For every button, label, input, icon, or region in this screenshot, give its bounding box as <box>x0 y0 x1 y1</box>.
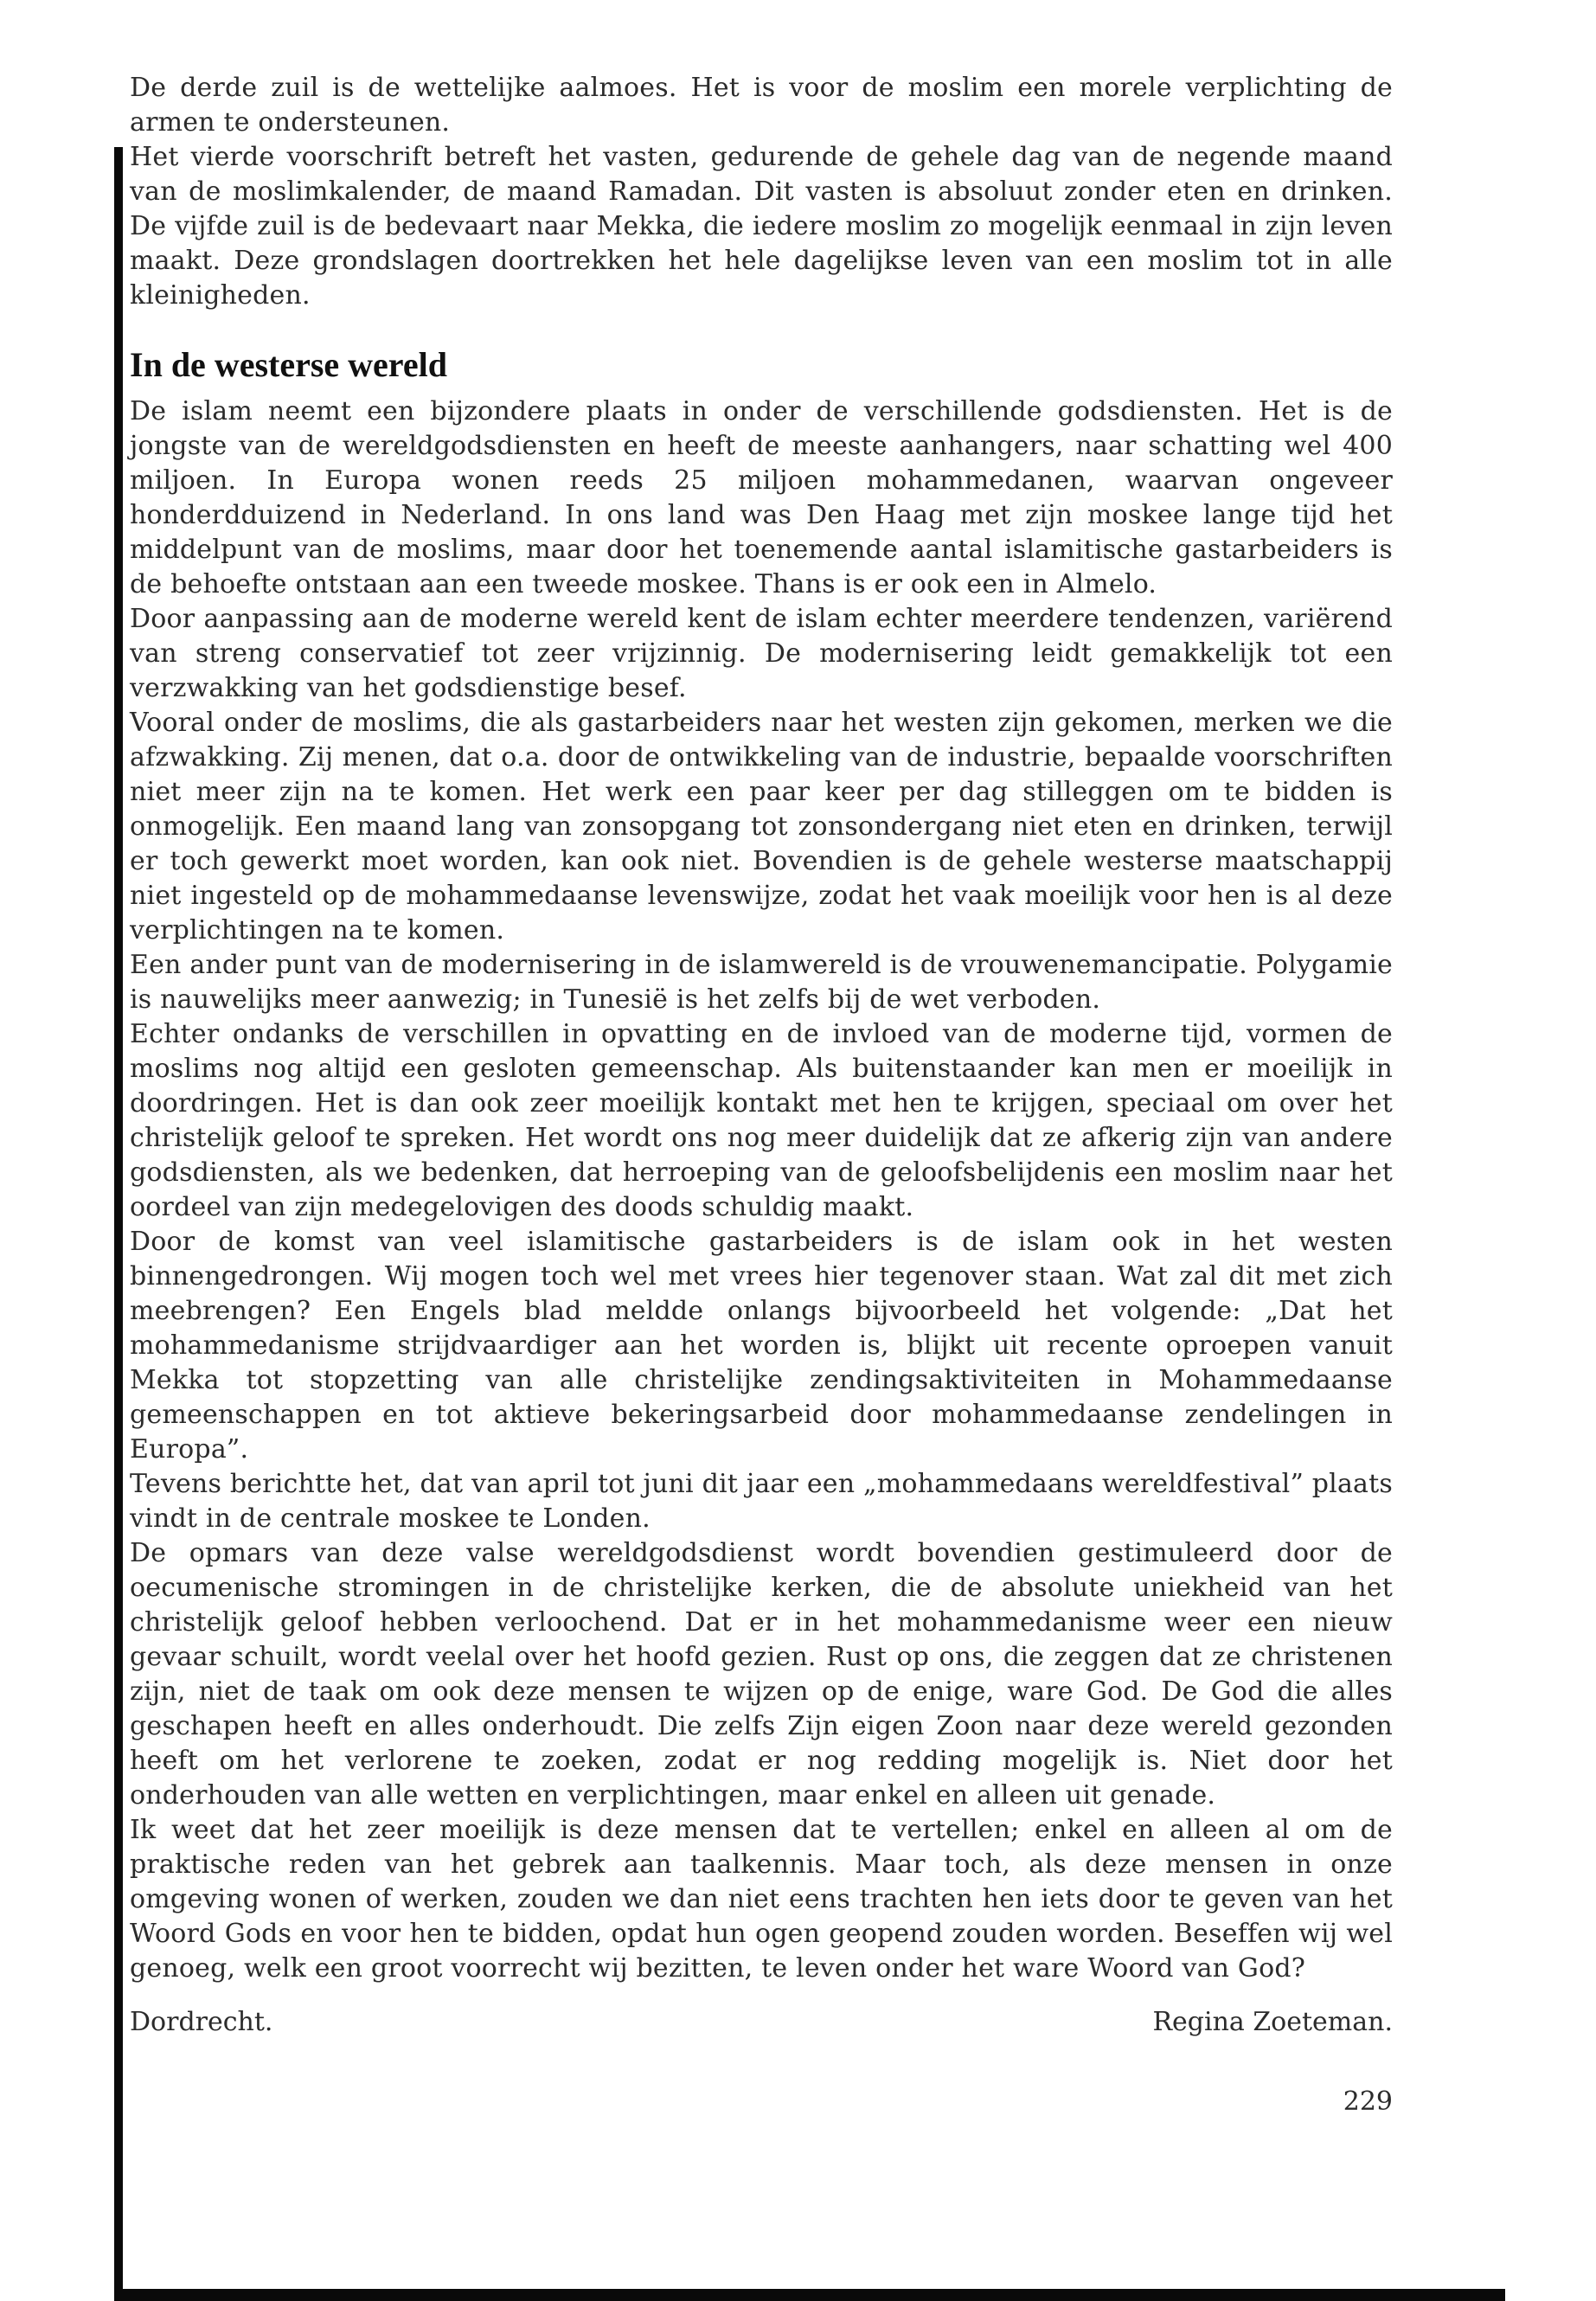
paragraph: Het vierde voorschrift betreft het vasten, gedurende de gehele dag van de negende maand van de moslimkalender, de maand Ramadan. Dit vasten is absoluut zonder eten en drinken. De vijfde zuil is de bedevaart naar Mekka, die iedere moslim zo mogelijk eenmaal in zijn leven maakt. Deze grondslagen doortrekken het hele dagelijkse leven van een moslim tot in alle kleinigheden. <box>130 142 1393 311</box>
paragraph: De opmars van deze valse wereldgodsdienst wordt bovendien gestimuleerd door de oecumenische stromingen in de christelijke kerken, die de absolute uniekheid van het christelijk geloof hebben verloochend. Dat er in het mohammedanisme weer een nieuw gevaar schuilt, wordt veelal over het hoofd gezien. Rust op ons, die zeggen dat ze christenen zijn, niet de taak om ook deze mensen te wijzen op de enige, ware God. De God die alles geschapen heeft en alles onderhoudt. Die zelfs Zijn eigen Zoon naar deze wereld gezonden heeft om het verlorene te zoeken, zodat er nog redding mogelijk is. Niet door het onderhouden van alle wetten en verplichtingen, maar enkel en alleen uit genade. <box>130 1538 1393 1811</box>
paragraph: Vooral onder de moslims, die als gastarbeiders naar het westen zijn gekomen, merken we die afzwakking. Zij menen, dat o.a. door de ontwikkeling van de industrie, bepaalde voorschriften niet meer zijn na te komen. Het werk een paar keer per dag stilleggen om te bidden is onmogelijk. Een maand lang van zonsopgang tot zonsondergang niet eten en drinken, terwijl er toch gewerkt moet worden, kan ook niet. Bovendien is de gehele westerse maatschappij niet ingesteld op de mohammedaanse levenswijze, zodat het vaak moeilijk voor hen is al deze verplichtingen na te komen. <box>130 708 1393 945</box>
page-content <box>130 71 1393 2119</box>
paragraph: Door de komst van veel islamitische gastarbeiders is de islam ook in het westen binnengedrongen. Wij mogen toch wel met vrees hier tegenover staan. Wat zal dit met zich meebrengen? Een Engels blad meldde onlangs bijvoorbeeld het volgende: „Dat het mohammedanisme strijdvaardiger aan het worden is, blijkt uit recente oproepen vanuit Mekka tot stopzetting van alle christelijke zendingsaktiviteiten in Mohammedaanse gemeenschappen en tot aktieve bekeringsarbeid door mohammedaanse zendelingen in Europa”. <box>130 1227 1393 1465</box>
paragraph: Echter ondanks de verschillen in opvatting en de invloed van de moderne tijd, vormen de moslims nog altijd een gesloten gemeenschap. Als buitenstaander kan men er moeilijk in doordringen. Het is dan ook zeer moeilijk kontakt met hen te krijgen, speciaal om over het christelijk geloof te spreken. Het wordt ons nog meer duidelijk dat ze afkerig zijn van andere godsdiensten, als we bedenken, dat herroeping van de geloofsbelijdenis een moslim naar het oordeel van zijn medegelovigen des doods schuldig maakt. <box>130 1019 1393 1222</box>
section-heading: In de westerse wereld <box>130 345 447 384</box>
scan-border-bottom <box>114 2289 1505 2301</box>
signature-place: Dordrecht. <box>130 2007 273 2037</box>
scan-border-left <box>114 147 123 2301</box>
signature-line <box>130 2005 1393 2040</box>
paragraph: Ik weet dat het zeer moeilijk is deze mensen dat te vertellen; enkel en alleen al om de praktische reden van het gebrek aan taalkennis. Maar toch, als deze mensen in onze omgeving wonen of werken, zouden we dan niet eens trachten hen iets door te geven van het Woord Gods en voor hen te bidden, opdat hun ogen geopend zouden worden. Beseffen wij wel genoeg, welk een groot voorrecht wij bezitten, te leven onder het ware Woord van God? <box>130 1815 1393 1984</box>
page-number: 229 <box>1343 2086 1393 2117</box>
paragraph: Een ander punt van de modernisering in de islamwereld is de vrouwenemancipatie. Polygamie is nauwelijks meer aanwezig; in Tunesië is het zelfs bij de wet verboden. <box>130 950 1393 1015</box>
paragraph: Door aanpassing aan de moderne wereld kent de islam echter meerdere tendenzen, variërend van streng conservatief tot zeer vrijzinnig. De modernisering leidt gemakkelijk tot een verzwakking van het godsdienstige besef. <box>130 604 1393 703</box>
paragraph: Tevens berichtte het, dat van april tot juni dit jaar een „mohammedaans wereldfestival” plaats vindt in de centrale moskee te Londen. <box>130 1469 1393 1534</box>
signature-author: Regina Zoeteman. <box>1152 2007 1393 2037</box>
paragraph: De islam neemt een bijzondere plaats in onder de verschillende godsdiensten. Het is de jongste van de wereldgodsdiensten en heeft de meeste aanhangers, naar schatting wel 400 miljoen. In Europa wonen reeds 25 miljoen mohammedanen, waarvan ongeveer honderdduizend in Nederland. In ons land was Den Haag met zijn moskee lange tijd het middelpunt van de moslims, maar door het toenemende aantal islamitische gastarbeiders is de behoefte ontstaan aan een tweede moskee. Thans is er ook een in Almelo. <box>130 396 1393 599</box>
paragraph: De derde zuil is de wettelijke aalmoes. Het is voor de moslim een morele verplichting de armen te ondersteunen. <box>130 73 1393 138</box>
